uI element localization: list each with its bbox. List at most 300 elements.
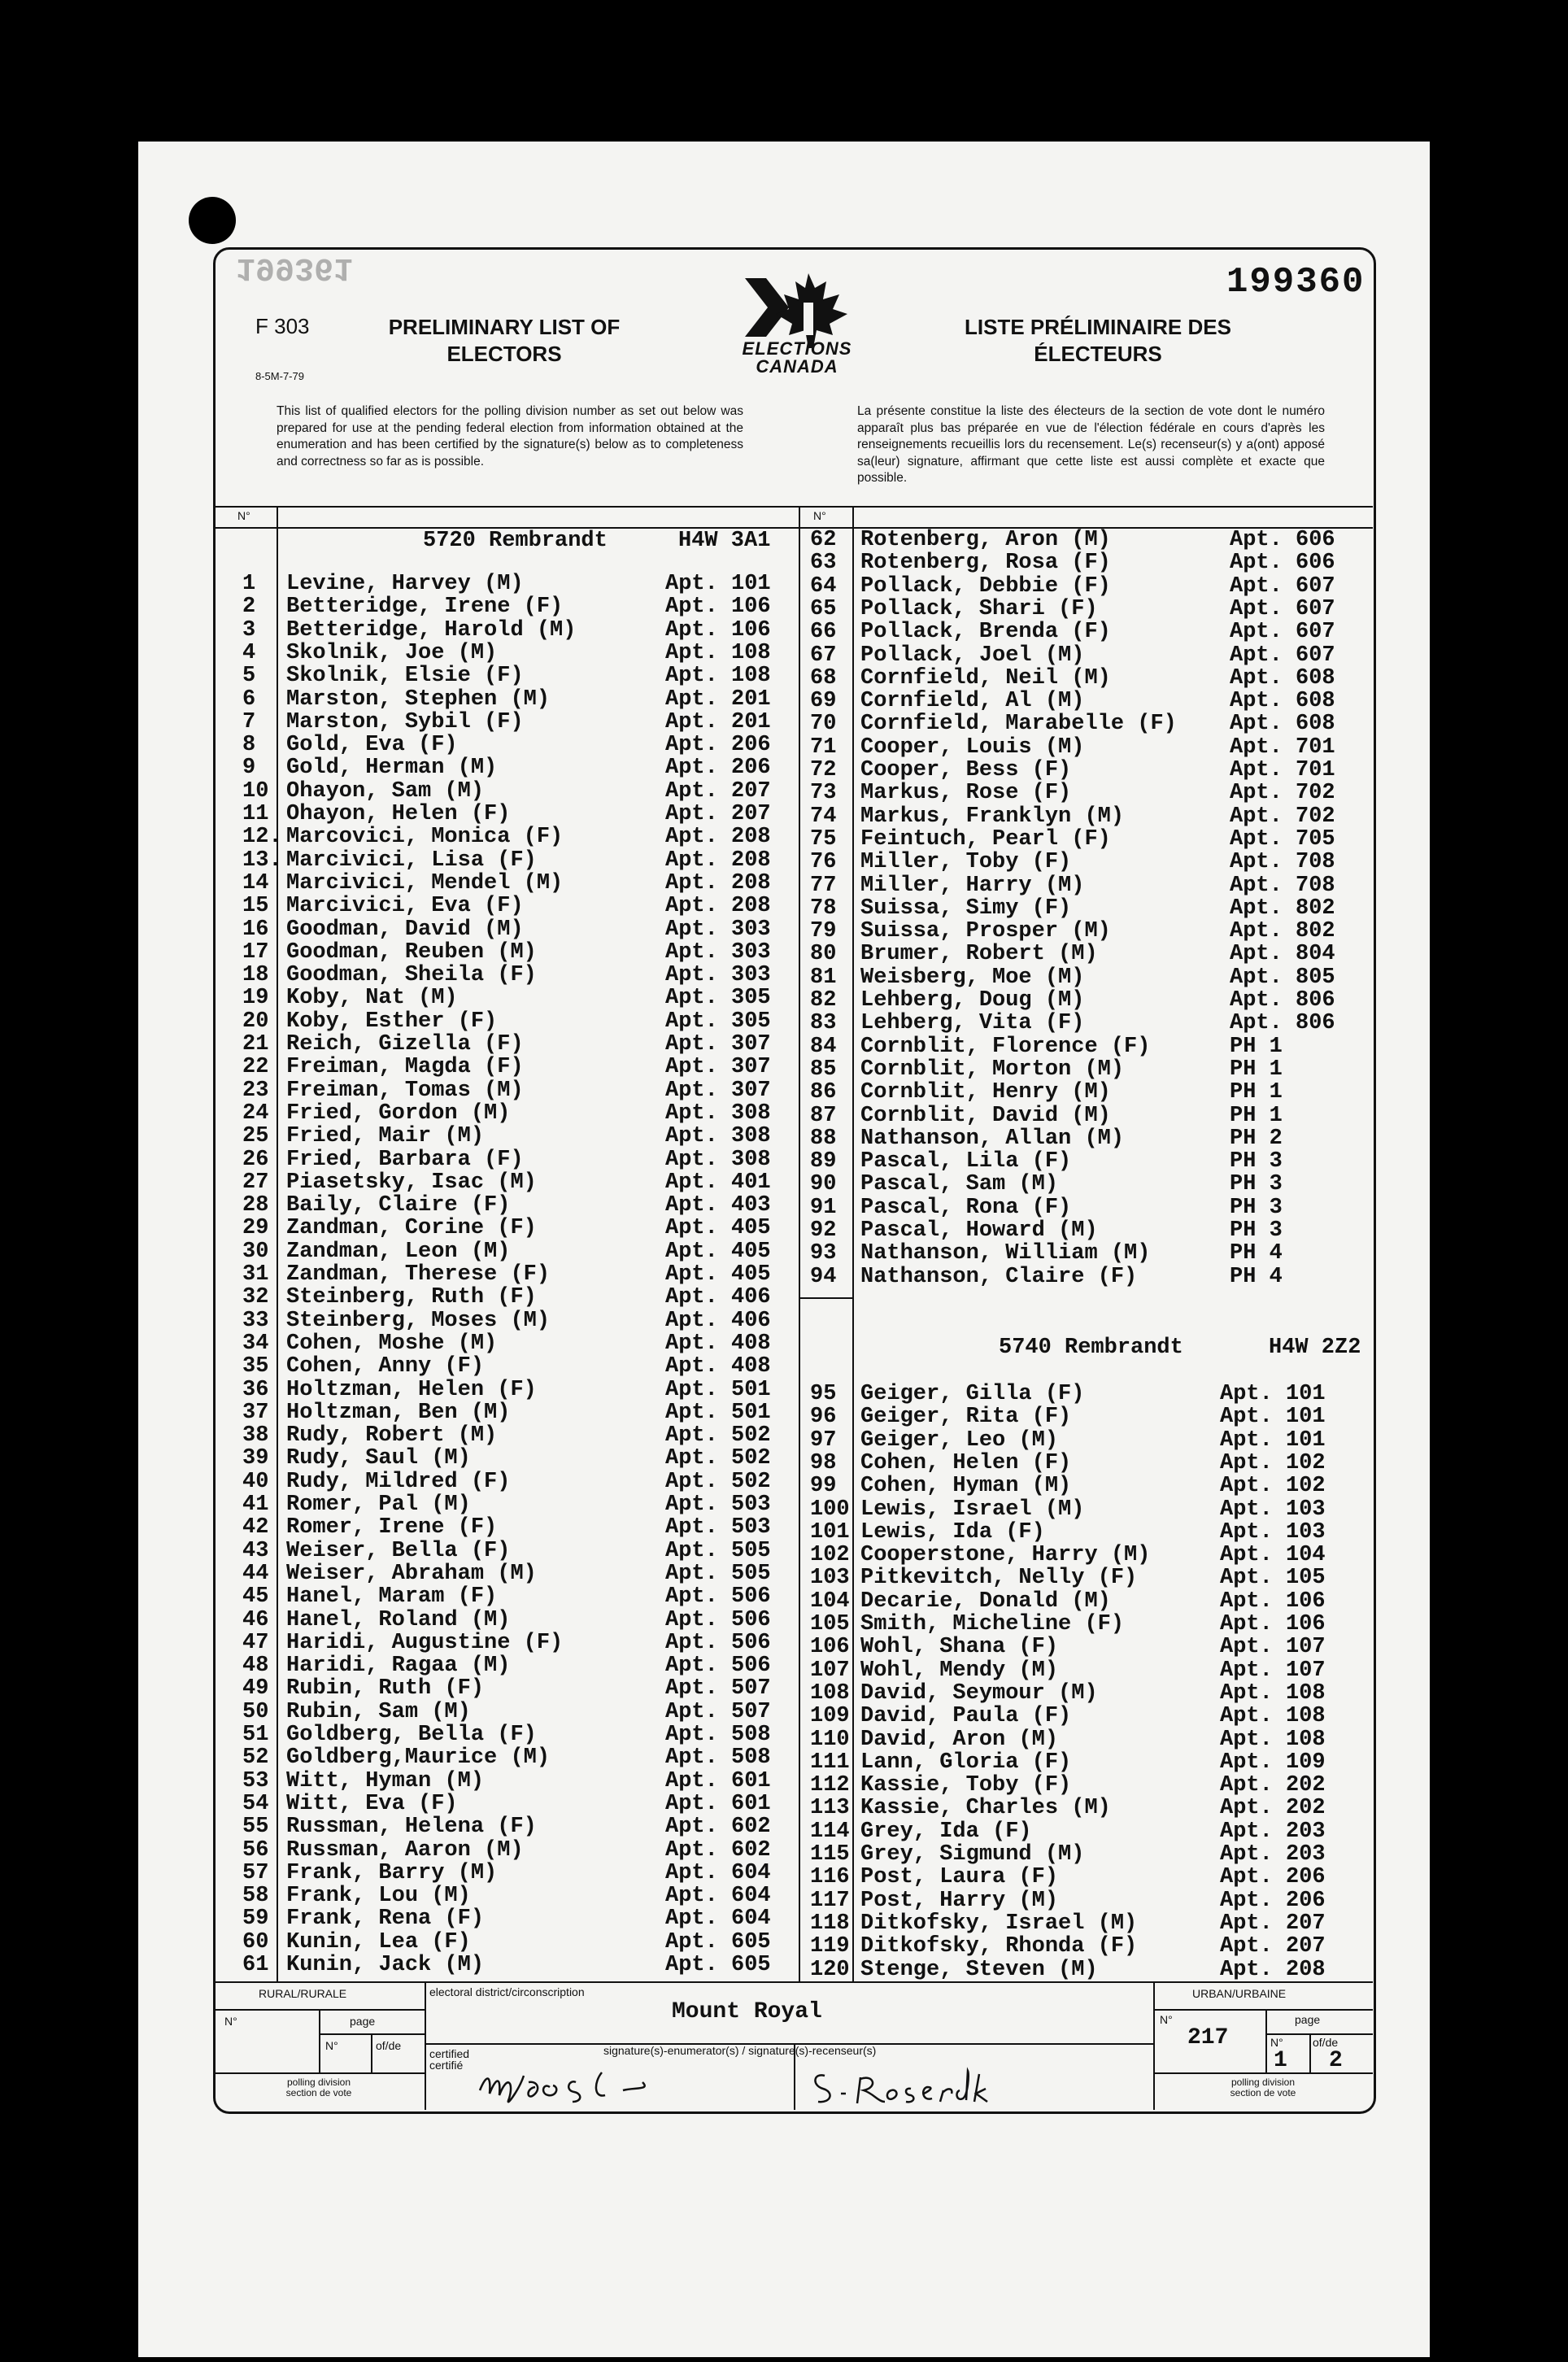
elector-name: Marston, Stephen (M) bbox=[286, 686, 551, 712]
elector-name: Cohen, Helen (F) bbox=[860, 1450, 1072, 1475]
elector-number: 70 bbox=[810, 712, 837, 737]
elector-number: 18 bbox=[242, 963, 269, 988]
page-number: 1 bbox=[1274, 2048, 1287, 2073]
elector-apartment: Apt. 802 bbox=[1230, 896, 1335, 921]
elector-apartment: Apt. 103 bbox=[1220, 1519, 1326, 1545]
elector-number: 74 bbox=[810, 804, 837, 829]
elector-apartment: Apt. 605 bbox=[665, 1953, 771, 1977]
elector-name: Rotenberg, Aron (M) bbox=[860, 528, 1111, 552]
elector-number: 117 bbox=[810, 1888, 850, 1913]
elector-apartment: Apt. 206 bbox=[665, 756, 771, 781]
elector-name: Holtzman, Helen (F) bbox=[286, 1377, 537, 1402]
elector-name: Freiman, Magda (F) bbox=[286, 1055, 524, 1080]
elector-apartment: Apt. 501 bbox=[665, 1400, 771, 1425]
elector-apartment: Apt. 506 bbox=[665, 1630, 771, 1655]
elector-number: 38 bbox=[242, 1423, 269, 1449]
elector-number: 5 bbox=[242, 664, 256, 689]
elector-name: Nathanson, William (M) bbox=[860, 1241, 1151, 1266]
elector-number: 80 bbox=[810, 942, 837, 967]
elector-number: 108 bbox=[810, 1680, 850, 1706]
elector-apartment: PH 3 bbox=[1230, 1195, 1283, 1220]
elector-apartment: Apt. 101 bbox=[1220, 1382, 1326, 1406]
elector-number: 101 bbox=[810, 1519, 850, 1545]
elector-number: 119 bbox=[810, 1934, 850, 1959]
elector-number: 82 bbox=[810, 988, 837, 1013]
elector-apartment: PH 1 bbox=[1230, 1034, 1283, 1059]
elector-number: 41 bbox=[242, 1493, 269, 1517]
footer-top-rule bbox=[213, 1981, 1373, 1983]
table-top-rule bbox=[213, 506, 1373, 508]
elector-name: Goldberg,Maurice (M) bbox=[286, 1745, 551, 1771]
elector-name: Cornblit, Florence (F) bbox=[860, 1034, 1151, 1059]
elector-name: Russman, Aaron (M) bbox=[286, 1837, 524, 1863]
elector-name: David, Paula (F) bbox=[860, 1704, 1072, 1729]
elector-apartment: Apt. 303 bbox=[665, 963, 771, 988]
elector-number: 44 bbox=[242, 1561, 269, 1586]
elector-number: 53 bbox=[242, 1768, 269, 1793]
urban-no-label: N° bbox=[1160, 2013, 1173, 2026]
elector-apartment: Apt. 307 bbox=[665, 1032, 771, 1057]
elector-apartment: PH 1 bbox=[1230, 1080, 1283, 1105]
elector-apartment: Apt. 308 bbox=[665, 1124, 771, 1149]
elector-name: Wohl, Shana (F) bbox=[860, 1635, 1059, 1660]
elector-number: 64 bbox=[810, 573, 837, 599]
elector-name: Rudy, Mildred (F) bbox=[286, 1469, 511, 1494]
elector-name: Cohen, Moshe (M) bbox=[286, 1331, 498, 1356]
elector-number: 62 bbox=[810, 528, 837, 552]
elector-name: Cooper, Bess (F) bbox=[860, 758, 1072, 782]
elector-number: 96 bbox=[810, 1405, 837, 1430]
urban-header-rule bbox=[1153, 2009, 1373, 2011]
elector-name: Gold, Eva (F) bbox=[286, 733, 458, 758]
elector-name: Stenge, Steven (M) bbox=[860, 1957, 1098, 1982]
elector-number: 110 bbox=[810, 1727, 850, 1752]
rural-polling-rule bbox=[213, 2072, 425, 2074]
form-code: F 303 bbox=[255, 314, 310, 338]
elector-name: Rotenberg, Rosa (F) bbox=[860, 551, 1111, 576]
elector-name: Fried, Mair (M) bbox=[286, 1124, 485, 1149]
elector-apartment: PH 3 bbox=[1230, 1172, 1283, 1197]
urban-polling-label bbox=[1153, 2077, 1373, 2098]
certifie-label: certifié bbox=[429, 2059, 464, 2072]
elector-number: 26 bbox=[242, 1147, 269, 1172]
urban-no-rule bbox=[1265, 2009, 1267, 2072]
elector-name: Post, Laura (F) bbox=[860, 1865, 1059, 1890]
elector-name: Betteridge, Harold (M) bbox=[286, 617, 577, 643]
elector-apartment: Apt. 106 bbox=[665, 595, 771, 620]
elector-apartment: Apt. 506 bbox=[665, 1654, 771, 1679]
rural-label: RURAL/RURALE bbox=[259, 1987, 347, 2000]
elector-apartment: Apt. 208 bbox=[1220, 1957, 1326, 1982]
elector-apartment: Apt. 506 bbox=[665, 1607, 771, 1632]
elector-apartment: Apt. 307 bbox=[665, 1055, 771, 1080]
title-french-line: LISTE PRÉLIMINAIRE DES bbox=[965, 315, 1231, 339]
elector-apartment: Apt. 102 bbox=[1220, 1450, 1326, 1475]
elector-name: Miller, Toby (F) bbox=[860, 850, 1072, 875]
elector-number: 13. bbox=[242, 848, 282, 873]
elector-name: Fried, Gordon (M) bbox=[286, 1100, 511, 1126]
elector-name: Russman, Helena (F) bbox=[286, 1815, 537, 1840]
elector-number: 114 bbox=[810, 1819, 850, 1844]
elector-apartment: Apt. 206 bbox=[1220, 1865, 1326, 1890]
elector-apartment: Apt. 502 bbox=[665, 1446, 771, 1471]
elector-name: Kunin, Jack (M) bbox=[286, 1953, 485, 1977]
elector-name: Hanel, Maram (F) bbox=[286, 1584, 498, 1610]
urban-page-divider bbox=[1309, 2033, 1311, 2072]
elector-name: Piasetsky, Isac (M) bbox=[286, 1170, 537, 1195]
elector-number: 59 bbox=[242, 1907, 269, 1932]
elector-apartment: Apt. 105 bbox=[1220, 1566, 1326, 1591]
elector-apartment: Apt. 203 bbox=[1220, 1819, 1326, 1844]
elector-name: Grey, Sigmund (M) bbox=[860, 1842, 1085, 1867]
elector-apartment: Apt. 607 bbox=[1230, 573, 1335, 599]
elector-apartment: PH 3 bbox=[1230, 1149, 1283, 1174]
elector-number: 68 bbox=[810, 665, 837, 691]
enumerator-signature-1 bbox=[472, 2058, 748, 2115]
elector-number: 57 bbox=[242, 1860, 269, 1885]
elector-apartment: Apt. 604 bbox=[665, 1884, 771, 1909]
elector-name: Pollack, Shari (F) bbox=[860, 596, 1098, 621]
elector-number: 36 bbox=[242, 1377, 269, 1402]
elector-number: 72 bbox=[810, 758, 837, 782]
rural-page-of-label: of/de bbox=[376, 2039, 402, 2052]
elector-number: 112 bbox=[810, 1773, 850, 1798]
elector-apartment: Apt. 308 bbox=[665, 1147, 771, 1172]
elector-apartment: Apt. 207 bbox=[665, 778, 771, 804]
elector-apartment: Apt. 405 bbox=[665, 1262, 771, 1287]
left-number-rule bbox=[277, 506, 278, 1981]
rural-page-label: page bbox=[350, 2015, 376, 2028]
elector-apartment: Apt. 201 bbox=[665, 709, 771, 734]
elector-name: Zandman, Therese (F) bbox=[286, 1262, 551, 1287]
elector-name: Kassie, Toby (F) bbox=[860, 1773, 1072, 1798]
district-name: Mount Royal bbox=[672, 1999, 822, 2024]
rural-no-rule bbox=[319, 2009, 320, 2072]
elector-name: Koby, Esther (F) bbox=[286, 1009, 498, 1034]
intro-french: La présente constitue la liste des électeurs de la section de vote dont le numéro apparaît plus bas préparée en vue de l'élection fédérale en cours d'après les renseignements recueillis lors du recensement. Le(s) recenseur(s) y a(ont) apposé sa(leur) signature, affirmant que cette liste est aussi complète et exacte que possible. bbox=[857, 404, 1325, 485]
elector-name: Pascal, Sam (M) bbox=[860, 1172, 1059, 1197]
elector-number: 35 bbox=[242, 1354, 269, 1379]
elector-number: 51 bbox=[242, 1723, 269, 1747]
urban-page-of-label: of/de bbox=[1313, 2036, 1339, 2049]
elector-number: 4 bbox=[242, 640, 256, 665]
elector-number: 10 bbox=[242, 778, 269, 804]
elector-name: Cornblit, David (M) bbox=[860, 1103, 1111, 1128]
elector-number: 43 bbox=[242, 1538, 269, 1563]
elector-name: Witt, Eva (F) bbox=[286, 1791, 458, 1816]
elector-name: Pascal, Lila (F) bbox=[860, 1149, 1072, 1174]
elector-apartment: Apt. 108 bbox=[1220, 1680, 1326, 1706]
elector-name: Freiman, Tomas (M) bbox=[286, 1078, 524, 1103]
elector-name: Rubin, Ruth (F) bbox=[286, 1676, 485, 1702]
elector-name: Ditkofsky, Israel (M) bbox=[860, 1911, 1138, 1936]
elector-number: 2 bbox=[242, 595, 256, 620]
elector-apartment: Apt. 508 bbox=[665, 1745, 771, 1771]
elector-number: 106 bbox=[810, 1635, 850, 1660]
elector-number: 28 bbox=[242, 1193, 269, 1218]
elector-apartment: Apt. 501 bbox=[665, 1377, 771, 1402]
elector-name: Lehberg, Vita (F) bbox=[860, 1011, 1085, 1036]
elector-number: 3 bbox=[242, 617, 256, 643]
elector-number: 104 bbox=[810, 1588, 850, 1614]
elector-number: 84 bbox=[810, 1034, 837, 1059]
elections-canada-logo bbox=[716, 270, 878, 384]
elector-name: Cooperstone, Harry (M) bbox=[860, 1543, 1151, 1568]
elector-number: 71 bbox=[810, 734, 837, 760]
elector-number: 58 bbox=[242, 1884, 269, 1909]
elector-apartment: Apt. 804 bbox=[1230, 942, 1335, 967]
serial-number: 199360 bbox=[1226, 262, 1365, 303]
elector-number: 9 bbox=[242, 756, 256, 781]
elector-number: 11 bbox=[242, 802, 269, 826]
elector-name: Reich, Gizella (F) bbox=[286, 1032, 524, 1057]
elector-apartment: Apt. 102 bbox=[1220, 1474, 1326, 1499]
elector-apartment: Apt. 208 bbox=[665, 894, 771, 919]
elector-name: Kassie, Charles (M) bbox=[860, 1796, 1111, 1821]
elector-name: Hanel, Roland (M) bbox=[286, 1607, 511, 1632]
elector-number: 15 bbox=[242, 894, 269, 919]
elector-name: Geiger, Rita (F) bbox=[860, 1405, 1072, 1430]
title-english-line: PRELIMINARY LIST OF bbox=[388, 315, 621, 339]
elector-apartment: Apt. 406 bbox=[665, 1285, 771, 1310]
elector-name: Wohl, Mendy (M) bbox=[860, 1658, 1059, 1683]
signature-label: signature(s)-enumerator(s) / signature(s)-recenseur(s) bbox=[603, 2044, 877, 2057]
elector-apartment: Apt. 303 bbox=[665, 917, 771, 942]
elector-apartment: Apt. 103 bbox=[1220, 1497, 1326, 1522]
elector-name: Marcivici, Lisa (F) bbox=[286, 848, 537, 873]
elector-name: Weiser, Abraham (M) bbox=[286, 1561, 537, 1586]
elector-number: 90 bbox=[810, 1172, 837, 1197]
elector-number: 50 bbox=[242, 1699, 269, 1724]
address-postal: H4W 2Z2 bbox=[1269, 1336, 1361, 1360]
elector-apartment: Apt. 503 bbox=[665, 1515, 771, 1541]
elector-name: Geiger, Leo (M) bbox=[860, 1427, 1059, 1453]
title-french-line: ÉLECTEURS bbox=[1034, 342, 1162, 366]
elector-name: Pascal, Howard (M) bbox=[860, 1218, 1098, 1243]
elector-number: 63 bbox=[810, 551, 837, 576]
elector-number: 17 bbox=[242, 939, 269, 965]
elector-name: Ohayon, Helen (F) bbox=[286, 802, 511, 826]
elector-number: 94 bbox=[810, 1264, 837, 1289]
right-number-break-rule bbox=[799, 1297, 852, 1299]
elector-apartment: Apt. 507 bbox=[665, 1699, 771, 1724]
elector-apartment: Apt. 101 bbox=[665, 572, 771, 596]
elector-number: 14 bbox=[242, 870, 269, 896]
elector-name: Cornblit, Henry (M) bbox=[860, 1080, 1111, 1105]
elector-number: 19 bbox=[242, 986, 269, 1011]
elector-number: 95 bbox=[810, 1382, 837, 1406]
elector-number: 93 bbox=[810, 1241, 837, 1266]
elector-number: 91 bbox=[810, 1195, 837, 1220]
elector-apartment: Apt. 206 bbox=[665, 733, 771, 758]
elector-number: 73 bbox=[810, 781, 837, 806]
elector-apartment: PH 4 bbox=[1230, 1264, 1283, 1289]
elector-number: 99 bbox=[810, 1474, 837, 1499]
elector-name: Suissa, Prosper (M) bbox=[860, 919, 1111, 944]
enumerator-signature-2 bbox=[800, 2058, 1044, 2115]
urban-label: URBAN/URBAINE bbox=[1192, 1987, 1287, 2000]
elector-apartment: Apt. 506 bbox=[665, 1584, 771, 1610]
elector-apartment: Apt. 605 bbox=[665, 1929, 771, 1955]
elector-name: Holtzman, Ben (M) bbox=[286, 1400, 511, 1425]
elector-number: 39 bbox=[242, 1446, 269, 1471]
elector-apartment: PH 1 bbox=[1230, 1057, 1283, 1082]
elector-apartment: Apt. 201 bbox=[665, 686, 771, 712]
form-print-code: 8-5M-7-79 bbox=[255, 370, 304, 382]
elector-name: Lehberg, Doug (M) bbox=[860, 988, 1085, 1013]
title-english-line: ELECTORS bbox=[446, 342, 562, 366]
elector-number: 107 bbox=[810, 1658, 850, 1683]
elector-apartment: Apt. 208 bbox=[665, 848, 771, 873]
elector-number: 7 bbox=[242, 709, 256, 734]
elector-number: 49 bbox=[242, 1676, 269, 1702]
elector-name: Goldberg, Bella (F) bbox=[286, 1723, 537, 1747]
elector-name: Romer, Pal (M) bbox=[286, 1493, 471, 1517]
elector-name: Pollack, Debbie (F) bbox=[860, 573, 1111, 599]
elector-number: 115 bbox=[810, 1842, 850, 1867]
elector-number: 65 bbox=[810, 596, 837, 621]
elector-number: 12. bbox=[242, 825, 282, 850]
elector-name: Nathanson, Allan (M) bbox=[860, 1126, 1125, 1151]
elector-apartment: Apt. 601 bbox=[665, 1768, 771, 1793]
section-de-vote-label: section de vote bbox=[1230, 2087, 1296, 2098]
elector-apartment: Apt. 207 bbox=[665, 802, 771, 826]
elector-apartment: Apt. 606 bbox=[1230, 528, 1335, 552]
right-number-rule bbox=[852, 506, 854, 1981]
elector-name: Baily, Claire (F) bbox=[286, 1193, 511, 1218]
section-de-vote-label: section de vote bbox=[285, 2087, 352, 2098]
polling-division-label: polling division bbox=[1230, 2077, 1296, 2088]
polling-division-label: polling division bbox=[286, 2077, 351, 2088]
elector-number: 120 bbox=[810, 1957, 850, 1982]
elector-apartment: Apt. 806 bbox=[1230, 988, 1335, 1013]
elector-number: 113 bbox=[810, 1796, 850, 1821]
elector-apartment: Apt. 109 bbox=[1220, 1750, 1326, 1775]
elector-apartment: Apt. 408 bbox=[665, 1331, 771, 1356]
elector-number: 109 bbox=[810, 1704, 850, 1729]
elector-apartment: Apt. 207 bbox=[1220, 1911, 1326, 1936]
elector-apartment: Apt. 405 bbox=[665, 1216, 771, 1241]
elector-number: 77 bbox=[810, 873, 837, 898]
logo-text-canada: CANADA bbox=[756, 356, 838, 377]
elector-apartment: Apt. 108 bbox=[665, 664, 771, 689]
elector-apartment: Apt. 305 bbox=[665, 986, 771, 1011]
title-french bbox=[943, 314, 1252, 368]
elector-name: Weisberg, Moe (M) bbox=[860, 965, 1085, 990]
elector-apartment: Apt. 208 bbox=[665, 825, 771, 850]
elector-apartment: Apt. 108 bbox=[665, 640, 771, 665]
elector-name: Frank, Rena (F) bbox=[286, 1907, 485, 1932]
elector-apartment: Apt. 701 bbox=[1230, 758, 1335, 782]
elector-apartment: Apt. 101 bbox=[1220, 1427, 1326, 1453]
elector-number: 87 bbox=[810, 1103, 837, 1128]
elector-name: Lewis, Ida (F) bbox=[860, 1519, 1045, 1545]
elector-number: 75 bbox=[810, 826, 837, 852]
elector-apartment: Apt. 106 bbox=[665, 617, 771, 643]
elector-apartment: Apt. 705 bbox=[1230, 826, 1335, 852]
elector-name: Skolnik, Joe (M) bbox=[286, 640, 498, 665]
rural-page-divider bbox=[371, 2033, 372, 2072]
elector-number: 102 bbox=[810, 1543, 850, 1568]
elector-name: Ohayon, Sam (M) bbox=[286, 778, 485, 804]
elector-name: Skolnik, Elsie (F) bbox=[286, 664, 524, 689]
elector-apartment: Apt. 604 bbox=[665, 1907, 771, 1932]
elector-number: 32 bbox=[242, 1285, 269, 1310]
elector-apartment: Apt. 602 bbox=[665, 1815, 771, 1840]
address-street: 5720 Rembrandt bbox=[423, 529, 608, 553]
elector-name: Romer, Irene (F) bbox=[286, 1515, 498, 1541]
elector-apartment: Apt. 802 bbox=[1230, 919, 1335, 944]
elector-apartment: Apt. 604 bbox=[665, 1860, 771, 1885]
elector-number: 29 bbox=[242, 1216, 269, 1241]
elector-apartment: Apt. 507 bbox=[665, 1676, 771, 1702]
elector-name: Witt, Hyman (M) bbox=[286, 1768, 485, 1793]
elector-apartment: Apt. 108 bbox=[1220, 1727, 1326, 1752]
punch-hole bbox=[189, 197, 236, 244]
elector-name: Suissa, Simy (F) bbox=[860, 896, 1072, 921]
elector-name: Rudy, Robert (M) bbox=[286, 1423, 498, 1449]
elector-apartment: Apt. 207 bbox=[1220, 1934, 1326, 1959]
elector-number: 118 bbox=[810, 1911, 850, 1936]
elector-name: Lann, Gloria (F) bbox=[860, 1750, 1072, 1775]
elector-apartment: Apt. 607 bbox=[1230, 643, 1335, 668]
elector-apartment: Apt. 202 bbox=[1220, 1796, 1326, 1821]
elector-name: Koby, Nat (M) bbox=[286, 986, 458, 1011]
elector-name: Lewis, Israel (M) bbox=[860, 1497, 1085, 1522]
elector-number: 79 bbox=[810, 919, 837, 944]
elector-apartment: PH 1 bbox=[1230, 1103, 1283, 1128]
elector-apartment: Apt. 107 bbox=[1220, 1658, 1326, 1683]
elector-number: 30 bbox=[242, 1239, 269, 1264]
elector-number: 60 bbox=[242, 1929, 269, 1955]
elector-number: 55 bbox=[242, 1815, 269, 1840]
elector-number: 31 bbox=[242, 1262, 269, 1287]
elector-apartment: PH 4 bbox=[1230, 1241, 1283, 1266]
elector-name: Steinberg, Ruth (F) bbox=[286, 1285, 537, 1310]
elector-name: Gold, Herman (M) bbox=[286, 756, 498, 781]
elector-apartment: Apt. 405 bbox=[665, 1239, 771, 1264]
elector-number: 105 bbox=[810, 1612, 850, 1636]
elector-number: 34 bbox=[242, 1331, 269, 1356]
urban-page-rule bbox=[1265, 2033, 1373, 2035]
elector-apartment: Apt. 401 bbox=[665, 1170, 771, 1195]
elector-name: Betteridge, Irene (F) bbox=[286, 595, 564, 620]
center-divider-rule bbox=[799, 506, 800, 1981]
elector-number: 27 bbox=[242, 1170, 269, 1195]
elector-apartment: Apt. 608 bbox=[1230, 712, 1335, 737]
elector-number: 83 bbox=[810, 1011, 837, 1036]
rural-page-no-label: N° bbox=[325, 2039, 338, 2052]
elector-apartment: Apt. 308 bbox=[665, 1100, 771, 1126]
elector-name: Markus, Franklyn (M) bbox=[860, 804, 1125, 829]
elector-name: Markus, Rose (F) bbox=[860, 781, 1072, 806]
elector-name: Marcovici, Monica (F) bbox=[286, 825, 564, 850]
elector-apartment: Apt. 502 bbox=[665, 1469, 771, 1494]
elector-name: Cooper, Louis (M) bbox=[860, 734, 1085, 760]
elector-number: 47 bbox=[242, 1630, 269, 1655]
address-postal: H4W 3A1 bbox=[678, 529, 771, 553]
elector-apartment: Apt. 106 bbox=[1220, 1588, 1326, 1614]
elector-number: 111 bbox=[810, 1750, 850, 1775]
elector-number: 92 bbox=[810, 1218, 837, 1243]
elector-apartment: Apt. 708 bbox=[1230, 873, 1335, 898]
elector-number: 85 bbox=[810, 1057, 837, 1082]
elector-number: 25 bbox=[242, 1124, 269, 1149]
elector-number: 76 bbox=[810, 850, 837, 875]
elector-name: David, Aron (M) bbox=[860, 1727, 1059, 1752]
elector-number: 1 bbox=[242, 572, 256, 596]
elector-number: 116 bbox=[810, 1865, 850, 1890]
